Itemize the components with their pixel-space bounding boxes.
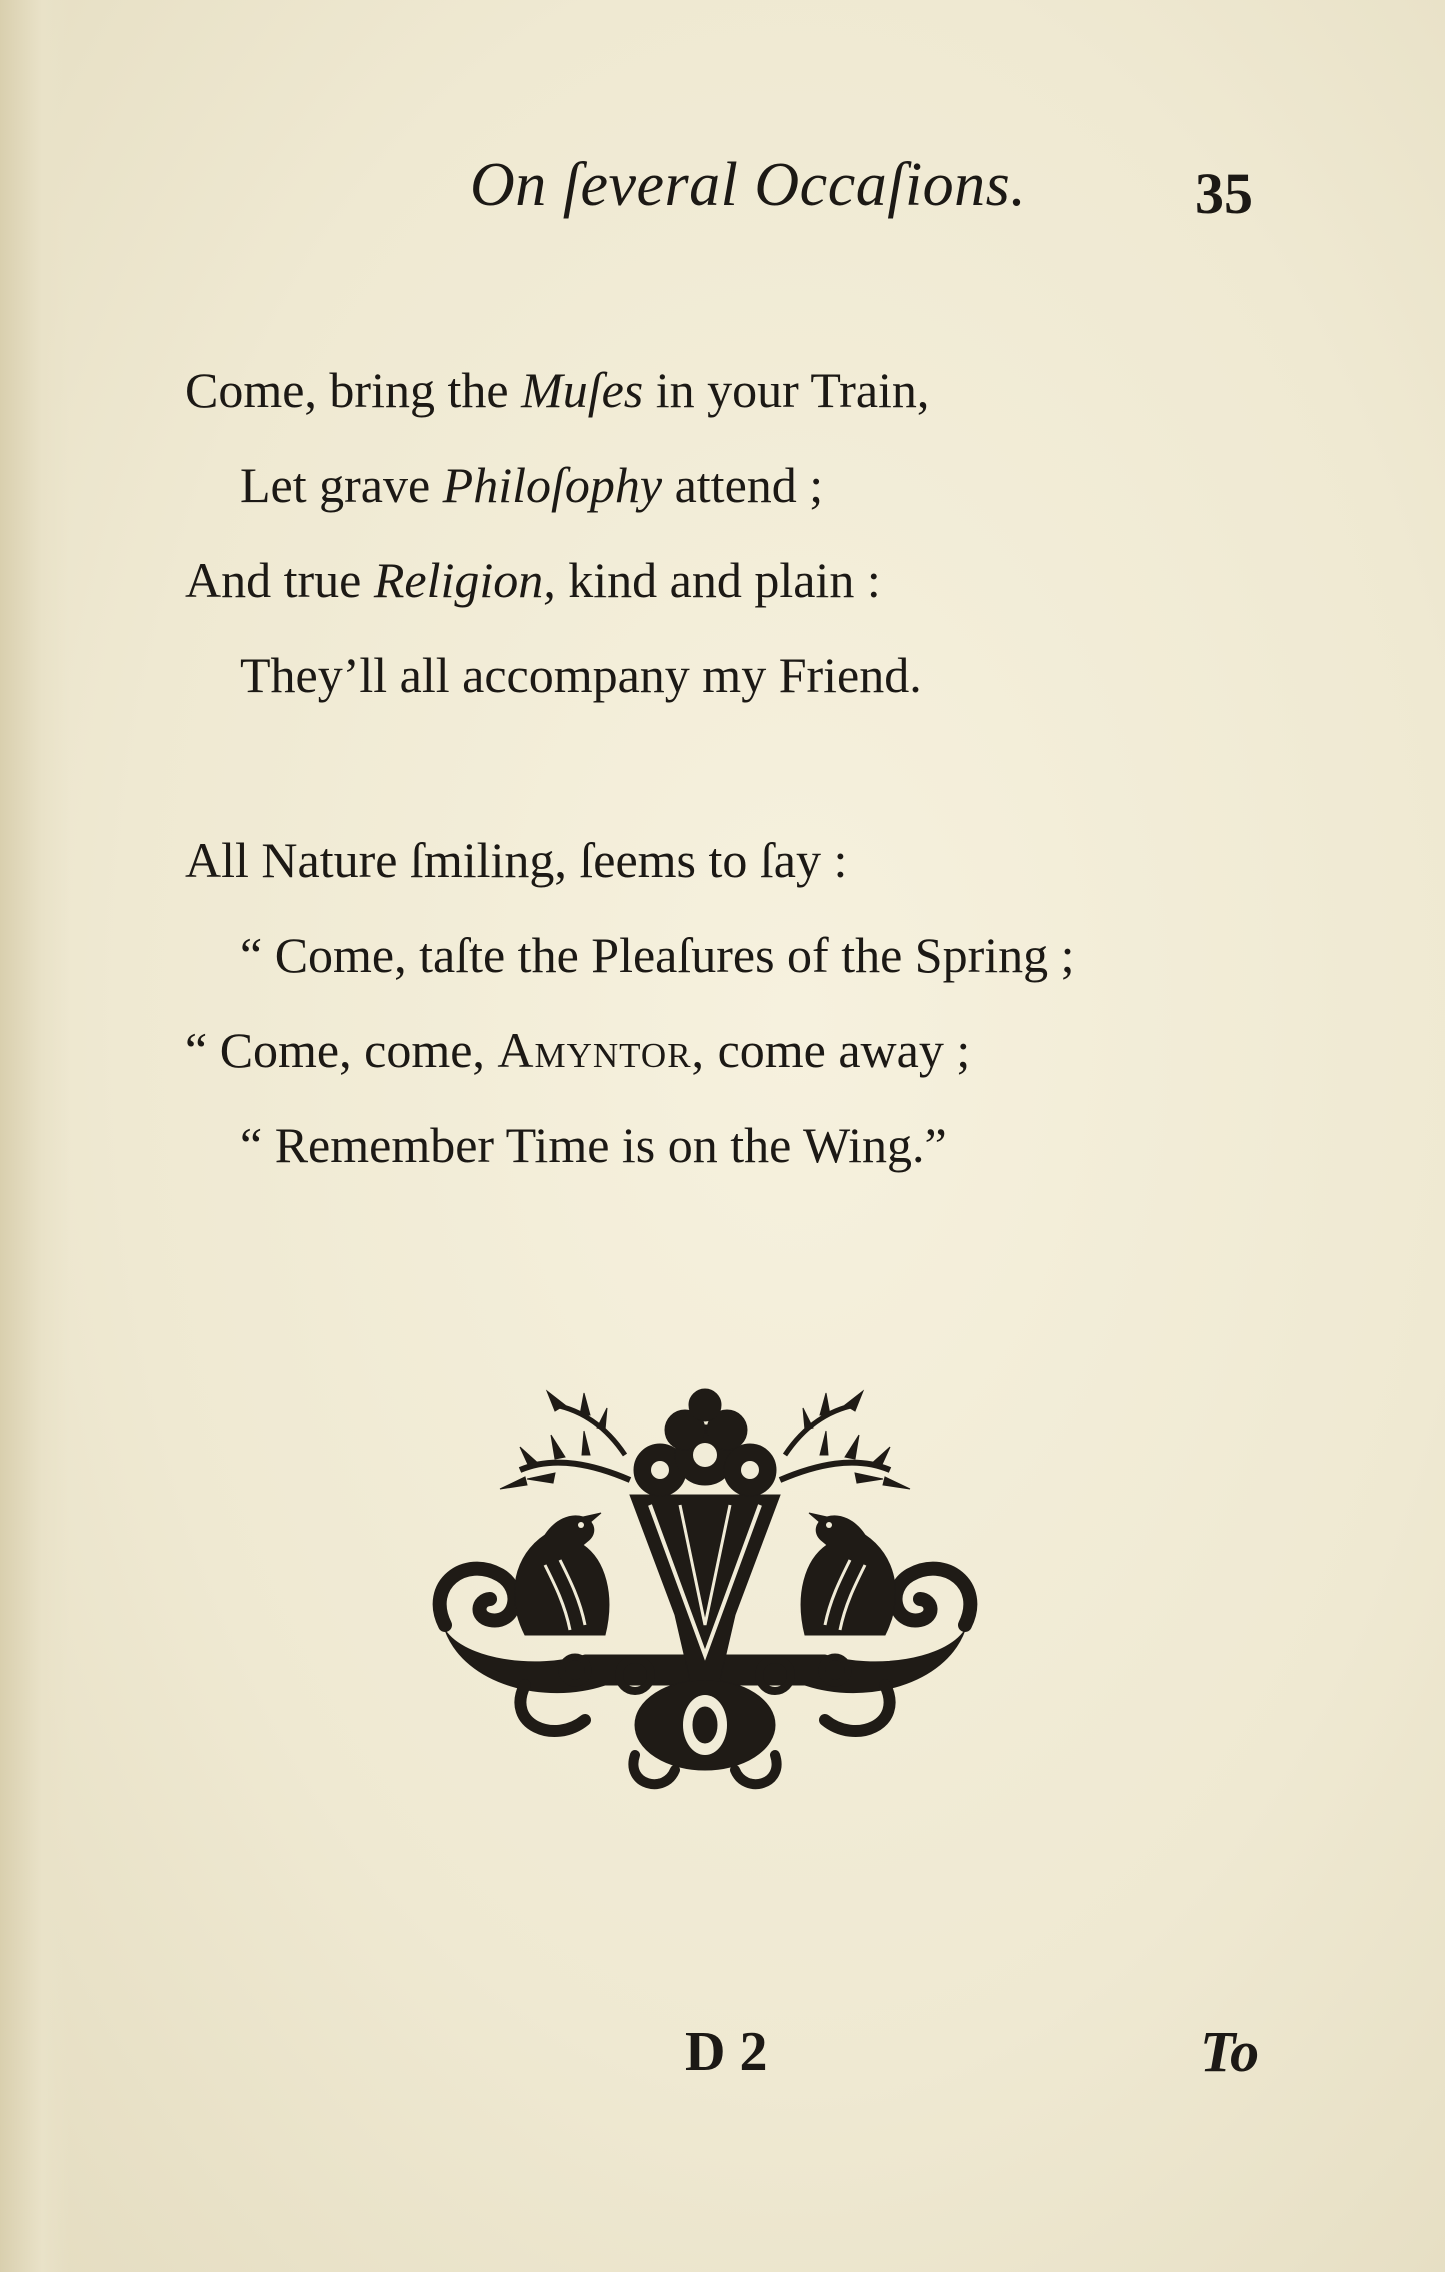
smallcaps-word: Amyntor, <box>497 1022 706 1078</box>
verse-line <box>185 457 1285 513</box>
verse-line <box>185 362 1285 418</box>
tailpiece-ornament-icon <box>405 1385 1005 1805</box>
verse-text: in your Train, <box>643 362 930 418</box>
verse-line <box>185 927 1285 983</box>
italic-word: Religion, <box>373 552 556 608</box>
verse-line <box>185 1022 1285 1078</box>
page-gutter-shadow <box>0 0 70 2272</box>
italic-word: Muſes <box>521 362 644 418</box>
italic-word: Philoſophy <box>442 457 663 513</box>
verse-line <box>185 552 1285 608</box>
catchword: To <box>1200 2019 1260 2084</box>
verse-line <box>185 1117 1285 1173</box>
verse-line <box>185 647 1285 703</box>
verse-text: attend ; <box>662 457 824 513</box>
verse-text: Let grave <box>240 457 443 513</box>
verse-text: “ Remember Time is on the Wing.” <box>240 1117 947 1173</box>
verse-text: They’ll all accompany my Friend. <box>240 647 922 703</box>
running-title: On ſeveral Occaſions. <box>470 151 1027 219</box>
running-head <box>0 150 1445 230</box>
stanza-1 <box>185 362 1285 745</box>
verse-text: “ Come, taſte the Pleaſures of the Spring ; <box>240 927 1075 983</box>
verse-text: And true <box>185 552 374 608</box>
page-number: 35 <box>1195 161 1253 226</box>
verse-text: Come, bring the <box>185 362 522 418</box>
signature-mark: D 2 <box>685 2021 768 2083</box>
verse-text: All Nature ſmiling, ſeems to ſay : <box>185 832 848 888</box>
verse-text: kind and plain : <box>555 552 881 608</box>
verse-text: “ Come, come, <box>185 1022 498 1078</box>
verse-text: come away ; <box>705 1022 971 1078</box>
stanza-2 <box>185 832 1285 1215</box>
verse-line <box>185 832 1285 888</box>
